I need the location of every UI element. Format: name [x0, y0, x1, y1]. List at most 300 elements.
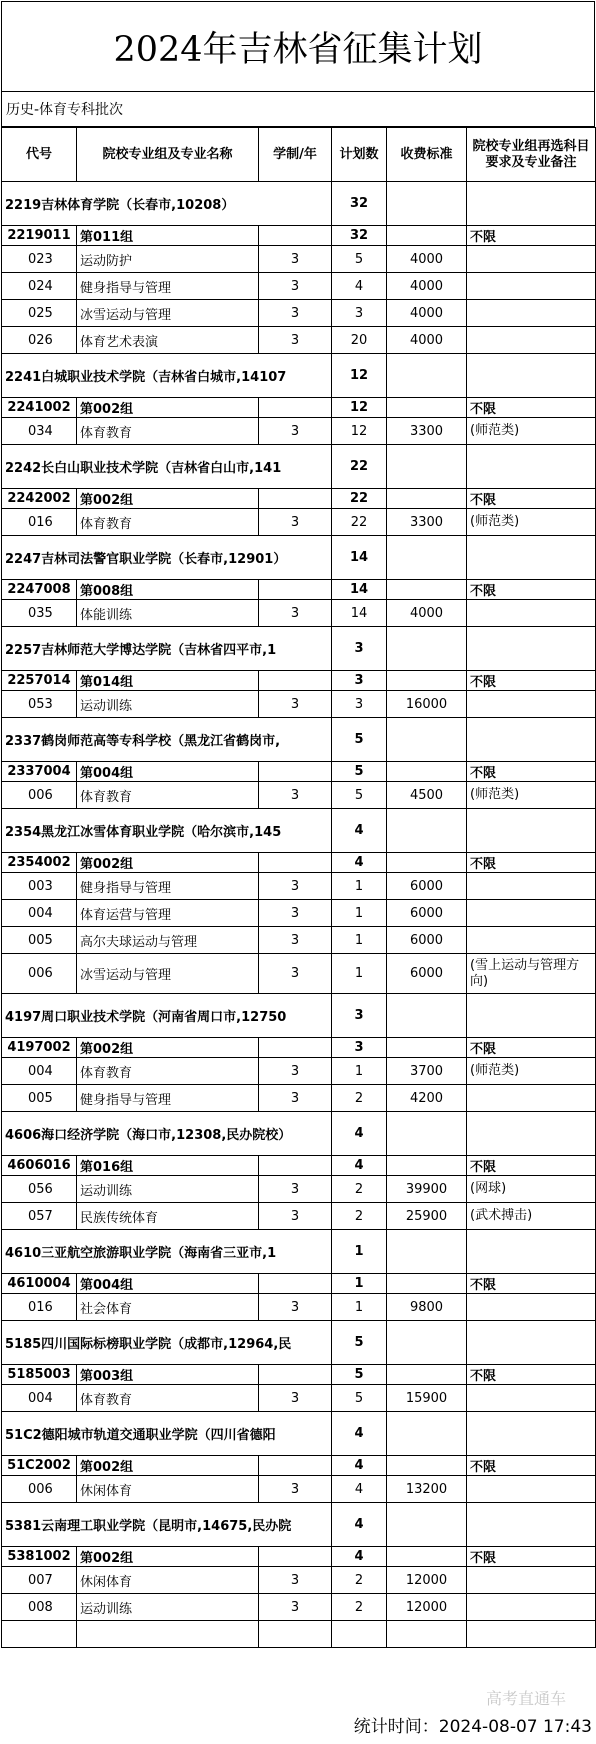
note-cell — [467, 994, 596, 1038]
school-row — [2, 1412, 596, 1456]
years-cell: 3 — [259, 300, 332, 327]
fee-cell: 4200 — [387, 1085, 467, 1112]
major-name-cell: 健身指导与管理 — [77, 873, 259, 900]
note-cell — [467, 627, 596, 671]
major-code-cell: 005 — [2, 927, 77, 954]
major-code-cell: 025 — [2, 300, 77, 327]
fee-cell — [387, 1038, 467, 1058]
plan-count-cell: 5 — [332, 1365, 387, 1385]
years-cell — [259, 1456, 332, 1476]
major-name-cell: 冰雪运动与管理 — [77, 954, 259, 994]
years-cell — [259, 489, 332, 509]
note-cell — [467, 900, 596, 927]
note-cell: (师范类) — [467, 418, 596, 445]
plan-count-cell: 1 — [332, 1230, 387, 1274]
note-cell — [467, 691, 596, 718]
note-cell — [467, 246, 596, 273]
group-code-cell: 4610004 — [2, 1274, 77, 1294]
note-cell: 不限 — [467, 671, 596, 691]
note-cell — [467, 327, 596, 354]
school-row — [2, 1321, 596, 1365]
major-code-cell: 007 — [2, 1567, 77, 1594]
school-name-cell: 2257吉林师范大学博达学院（吉林省四平市,1 — [2, 627, 332, 671]
plan-sheet — [1, 1, 595, 1648]
school-row — [2, 182, 596, 226]
plan-count-cell: 1 — [332, 1058, 387, 1085]
note-cell: 不限 — [467, 1547, 596, 1567]
plan-count-cell: 3 — [332, 691, 387, 718]
school-row — [2, 809, 596, 853]
group-code-cell: 2242002 — [2, 489, 77, 509]
years-cell: 3 — [259, 418, 332, 445]
school-row — [2, 354, 596, 398]
fee-cell — [387, 853, 467, 873]
note-cell — [467, 1412, 596, 1456]
note-cell: 不限 — [467, 762, 596, 782]
note-cell — [467, 1321, 596, 1365]
plan-count-cell: 4 — [332, 1112, 387, 1156]
note-cell: 不限 — [467, 398, 596, 418]
years-cell — [259, 398, 332, 418]
group-name-cell: 第004组 — [77, 762, 259, 782]
years-cell — [259, 671, 332, 691]
fee-cell — [387, 1547, 467, 1567]
school-row — [2, 1230, 596, 1274]
empty-cell — [2, 1621, 77, 1648]
years-cell: 3 — [259, 600, 332, 627]
major-code-cell: 056 — [2, 1176, 77, 1203]
watermark: 高考直通车 — [485, 1689, 566, 1708]
school-row — [2, 627, 596, 671]
fee-cell — [387, 762, 467, 782]
plan-count-cell: 5 — [332, 1385, 387, 1412]
fee-cell: 16000 — [387, 691, 467, 718]
major-name-cell: 运动训练 — [77, 691, 259, 718]
note-cell: (雪上运动与管理方向) — [467, 954, 596, 994]
note-cell: (师范类) — [467, 782, 596, 809]
group-row — [2, 1547, 596, 1567]
years-cell: 3 — [259, 927, 332, 954]
school-name-cell: 4606海口经济学院（海口市,12308,民办院校） — [2, 1112, 332, 1156]
group-name-cell: 第002组 — [77, 853, 259, 873]
years-cell: 3 — [259, 954, 332, 994]
major-name-cell: 体能训练 — [77, 600, 259, 627]
group-code-cell: 2247008 — [2, 580, 77, 600]
plan-count-cell: 1 — [332, 954, 387, 994]
plan-count-cell: 22 — [332, 445, 387, 489]
years-cell: 3 — [259, 1294, 332, 1321]
plan-count-cell: 4 — [332, 1547, 387, 1567]
group-code-cell: 51C2002 — [2, 1456, 77, 1476]
group-name-cell: 第002组 — [77, 398, 259, 418]
school-name-cell: 4610三亚航空旅游职业学院（海南省三亚市,1 — [2, 1230, 332, 1274]
years-cell: 3 — [259, 900, 332, 927]
note-cell: (师范类) — [467, 1058, 596, 1085]
fee-cell — [387, 536, 467, 580]
group-row — [2, 853, 596, 873]
group-code-cell: 2219011 — [2, 226, 77, 246]
note-cell: 不限 — [467, 489, 596, 509]
note-cell: 不限 — [467, 580, 596, 600]
fee-cell: 12000 — [387, 1567, 467, 1594]
years-cell: 3 — [259, 1567, 332, 1594]
major-row — [2, 300, 596, 327]
group-name-cell: 第008组 — [77, 580, 259, 600]
plan-count-cell: 4 — [332, 1476, 387, 1503]
fee-cell — [387, 627, 467, 671]
fee-cell: 15900 — [387, 1385, 467, 1412]
years-cell: 3 — [259, 273, 332, 300]
major-name-cell: 民族传统体育 — [77, 1203, 259, 1230]
major-name-cell: 体育教育 — [77, 1058, 259, 1085]
school-name-cell: 4197周口职业技术学院（河南省周口市,12750 — [2, 994, 332, 1038]
group-name-cell: 第016组 — [77, 1156, 259, 1176]
fee-cell — [387, 994, 467, 1038]
major-code-cell: 003 — [2, 873, 77, 900]
major-code-cell: 023 — [2, 246, 77, 273]
fee-cell — [387, 718, 467, 762]
group-row — [2, 1156, 596, 1176]
note-cell — [467, 182, 596, 226]
group-name-cell: 第004组 — [77, 1274, 259, 1294]
major-name-cell: 体育教育 — [77, 1385, 259, 1412]
major-name-cell: 健身指导与管理 — [77, 1085, 259, 1112]
school-row — [2, 536, 596, 580]
group-row — [2, 489, 596, 509]
plan-count-cell: 3 — [332, 300, 387, 327]
school-row — [2, 1112, 596, 1156]
major-code-cell: 035 — [2, 600, 77, 627]
note-cell — [467, 600, 596, 627]
table-header-row — [2, 128, 596, 182]
fee-cell: 6000 — [387, 954, 467, 994]
group-code-cell: 2354002 — [2, 853, 77, 873]
fee-cell — [387, 445, 467, 489]
fee-cell: 25900 — [387, 1203, 467, 1230]
years-cell: 3 — [259, 1476, 332, 1503]
fee-cell: 3300 — [387, 509, 467, 536]
fee-cell: 39900 — [387, 1176, 467, 1203]
fee-cell — [387, 1112, 467, 1156]
plan-count-cell: 2 — [332, 1594, 387, 1621]
empty-cell — [77, 1621, 259, 1648]
years-cell: 3 — [259, 1058, 332, 1085]
fee-cell: 3700 — [387, 1058, 467, 1085]
fee-cell — [387, 1365, 467, 1385]
fee-cell — [387, 1321, 467, 1365]
note-cell — [467, 927, 596, 954]
plan-count-cell: 22 — [332, 489, 387, 509]
school-name-cell: 2242长白山职业技术学院（吉林省白山市,141 — [2, 445, 332, 489]
years-cell: 3 — [259, 246, 332, 273]
fee-cell — [387, 1503, 467, 1547]
plan-count-cell: 2 — [332, 1085, 387, 1112]
plan-count-cell: 1 — [332, 900, 387, 927]
major-name-cell: 体育教育 — [77, 509, 259, 536]
school-name-cell: 2241白城职业技术学院（吉林省白城市,14107 — [2, 354, 332, 398]
group-code-cell: 5185003 — [2, 1365, 77, 1385]
group-name-cell: 第002组 — [77, 1456, 259, 1476]
years-cell — [259, 580, 332, 600]
fee-cell: 4000 — [387, 273, 467, 300]
column-header-name: 院校专业组及专业名称 — [77, 128, 259, 182]
fee-cell — [387, 354, 467, 398]
group-code-cell: 5381002 — [2, 1547, 77, 1567]
fee-cell — [387, 809, 467, 853]
group-name-cell: 第002组 — [77, 1038, 259, 1058]
plan-count-cell: 3 — [332, 627, 387, 671]
major-row — [2, 273, 596, 300]
major-code-cell: 016 — [2, 1294, 77, 1321]
plan-count-cell: 5 — [332, 1321, 387, 1365]
major-row — [2, 954, 596, 994]
plan-count-cell: 14 — [332, 600, 387, 627]
note-cell — [467, 1594, 596, 1621]
plan-count-cell: 4 — [332, 1412, 387, 1456]
plan-count-cell: 3 — [332, 671, 387, 691]
note-cell — [467, 873, 596, 900]
fee-cell: 9800 — [387, 1294, 467, 1321]
years-cell: 3 — [259, 1385, 332, 1412]
note-cell — [467, 1503, 596, 1547]
major-name-cell: 运动训练 — [77, 1594, 259, 1621]
years-cell — [259, 1038, 332, 1058]
plan-count-cell: 22 — [332, 509, 387, 536]
fee-cell — [387, 398, 467, 418]
group-name-cell: 第003组 — [77, 1365, 259, 1385]
plan-count-cell: 3 — [332, 994, 387, 1038]
fee-cell: 4500 — [387, 782, 467, 809]
major-code-cell: 004 — [2, 900, 77, 927]
school-name-cell: 2354黑龙江冰雪体育职业学院（哈尔滨市,145 — [2, 809, 332, 853]
note-cell — [467, 1476, 596, 1503]
years-cell — [259, 762, 332, 782]
note-cell: 不限 — [467, 226, 596, 246]
years-cell: 3 — [259, 1085, 332, 1112]
plan-count-cell: 4 — [332, 1503, 387, 1547]
fee-cell: 13200 — [387, 1476, 467, 1503]
years-cell: 3 — [259, 691, 332, 718]
major-name-cell: 休闲体育 — [77, 1476, 259, 1503]
major-code-cell: 006 — [2, 1476, 77, 1503]
years-cell: 3 — [259, 327, 332, 354]
plan-count-cell: 32 — [332, 226, 387, 246]
column-header-note: 院校专业组再选科目要求及专业备注 — [467, 128, 596, 182]
major-code-cell: 004 — [2, 1385, 77, 1412]
school-row — [2, 994, 596, 1038]
group-code-cell: 4606016 — [2, 1156, 77, 1176]
major-name-cell: 高尔夫球运动与管理 — [77, 927, 259, 954]
school-row — [2, 445, 596, 489]
major-row — [2, 246, 596, 273]
note-cell — [467, 809, 596, 853]
column-header-plan: 计划数 — [332, 128, 387, 182]
years-cell: 3 — [259, 782, 332, 809]
note-cell — [467, 300, 596, 327]
plan-count-cell: 4 — [332, 273, 387, 300]
group-row — [2, 226, 596, 246]
group-name-cell: 第002组 — [77, 1547, 259, 1567]
empty-cell — [332, 1621, 387, 1648]
major-row — [2, 1567, 596, 1594]
major-code-cell: 006 — [2, 954, 77, 994]
school-name-cell: 2337鹤岗师范高等专科学校（黑龙江省鹤岗市, — [2, 718, 332, 762]
major-row — [2, 600, 596, 627]
note-cell: 不限 — [467, 1365, 596, 1385]
fee-cell — [387, 226, 467, 246]
empty-cell — [259, 1621, 332, 1648]
fee-cell: 12000 — [387, 1594, 467, 1621]
fee-cell — [387, 671, 467, 691]
major-code-cell: 026 — [2, 327, 77, 354]
plan-count-cell: 1 — [332, 1274, 387, 1294]
major-row — [2, 327, 596, 354]
major-row — [2, 1594, 596, 1621]
plan-count-cell: 1 — [332, 927, 387, 954]
major-name-cell: 冰雪运动与管理 — [77, 300, 259, 327]
plan-count-cell: 1 — [332, 1294, 387, 1321]
years-cell: 3 — [259, 873, 332, 900]
years-cell — [259, 1156, 332, 1176]
group-row — [2, 580, 596, 600]
note-cell — [467, 718, 596, 762]
fee-cell: 4000 — [387, 327, 467, 354]
group-row — [2, 398, 596, 418]
major-name-cell: 休闲体育 — [77, 1567, 259, 1594]
plan-count-cell: 4 — [332, 1456, 387, 1476]
note-cell — [467, 445, 596, 489]
group-row — [2, 671, 596, 691]
major-row — [2, 1385, 596, 1412]
major-name-cell: 运动训练 — [77, 1176, 259, 1203]
note-cell — [467, 1230, 596, 1274]
fee-cell — [387, 1412, 467, 1456]
years-cell: 3 — [259, 1594, 332, 1621]
major-row — [2, 873, 596, 900]
fee-cell: 4000 — [387, 300, 467, 327]
note-cell: 不限 — [467, 1156, 596, 1176]
school-name-cell: 2247吉林司法警官职业学院（长春市,12901） — [2, 536, 332, 580]
plan-count-cell: 14 — [332, 536, 387, 580]
group-name-cell: 第002组 — [77, 489, 259, 509]
note-cell: 不限 — [467, 853, 596, 873]
major-row — [2, 1294, 596, 1321]
major-row — [2, 1085, 596, 1112]
note-cell: (武术搏击) — [467, 1203, 596, 1230]
major-name-cell: 体育教育 — [77, 782, 259, 809]
years-cell: 3 — [259, 1176, 332, 1203]
major-code-cell: 057 — [2, 1203, 77, 1230]
major-code-cell: 016 — [2, 509, 77, 536]
major-row — [2, 1476, 596, 1503]
major-name-cell: 体育艺术表演 — [77, 327, 259, 354]
plan-count-cell: 5 — [332, 762, 387, 782]
group-code-cell: 2241002 — [2, 398, 77, 418]
column-header-fee: 收费标准 — [387, 128, 467, 182]
school-name-cell: 51C2德阳城市轨道交通职业学院（四川省德阳 — [2, 1412, 332, 1456]
plan-count-cell: 12 — [332, 354, 387, 398]
note-cell: 不限 — [467, 1038, 596, 1058]
fee-cell — [387, 489, 467, 509]
plan-count-cell: 2 — [332, 1203, 387, 1230]
major-name-cell: 体育教育 — [77, 418, 259, 445]
major-row — [2, 691, 596, 718]
column-header-years: 学制/年 — [259, 128, 332, 182]
years-cell — [259, 853, 332, 873]
major-name-cell: 体育运营与管理 — [77, 900, 259, 927]
plan-count-cell: 12 — [332, 418, 387, 445]
major-name-cell: 健身指导与管理 — [77, 273, 259, 300]
major-name-cell: 社会体育 — [77, 1294, 259, 1321]
plan-count-cell: 20 — [332, 327, 387, 354]
plan-count-cell: 32 — [332, 182, 387, 226]
school-row — [2, 1503, 596, 1547]
plan-count-cell: 4 — [332, 1156, 387, 1176]
major-row — [2, 1176, 596, 1203]
fee-cell — [387, 1230, 467, 1274]
school-name-cell: 2219吉林体育学院（长春市,10208） — [2, 182, 332, 226]
plan-count-cell: 12 — [332, 398, 387, 418]
note-cell — [467, 273, 596, 300]
plan-count-cell: 3 — [332, 1038, 387, 1058]
plan-count-cell: 5 — [332, 246, 387, 273]
note-cell — [467, 1294, 596, 1321]
major-code-cell: 024 — [2, 273, 77, 300]
fee-cell — [387, 1156, 467, 1176]
note-cell — [467, 354, 596, 398]
fee-cell — [387, 1274, 467, 1294]
note-cell — [467, 1385, 596, 1412]
note-cell: (网球) — [467, 1176, 596, 1203]
years-cell — [259, 1365, 332, 1385]
note-cell: 不限 — [467, 1274, 596, 1294]
note-cell — [467, 1085, 596, 1112]
fee-cell: 6000 — [387, 873, 467, 900]
major-row — [2, 418, 596, 445]
column-header-code: 代号 — [2, 128, 77, 182]
major-code-cell: 005 — [2, 1085, 77, 1112]
group-row — [2, 1365, 596, 1385]
major-row — [2, 509, 596, 536]
major-row — [2, 900, 596, 927]
years-cell — [259, 1547, 332, 1567]
plan-count-cell: 5 — [332, 782, 387, 809]
group-name-cell: 第011组 — [77, 226, 259, 246]
note-cell: 不限 — [467, 1456, 596, 1476]
school-name-cell: 5381云南理工职业学院（昆明市,14675,民办院 — [2, 1503, 332, 1547]
major-code-cell: 034 — [2, 418, 77, 445]
statistics-time: 统计时间：2024-08-07 17:43 — [353, 1717, 592, 1737]
group-row — [2, 1274, 596, 1294]
group-code-cell: 2337004 — [2, 762, 77, 782]
group-name-cell: 第014组 — [77, 671, 259, 691]
plan-count-cell: 1 — [332, 873, 387, 900]
major-name-cell: 运动防护 — [77, 246, 259, 273]
note-cell — [467, 1112, 596, 1156]
major-row — [2, 1203, 596, 1230]
major-code-cell: 006 — [2, 782, 77, 809]
empty-cell — [387, 1621, 467, 1648]
major-row — [2, 782, 596, 809]
school-name-cell: 5185四川国际标榜职业学院（成都市,12964,民 — [2, 1321, 332, 1365]
plan-count-cell: 14 — [332, 580, 387, 600]
batch-label: 历史-体育专科批次 — [1, 91, 595, 127]
fee-cell: 4000 — [387, 600, 467, 627]
note-cell: (师范类) — [467, 509, 596, 536]
plan-count-cell: 5 — [332, 718, 387, 762]
fee-cell — [387, 580, 467, 600]
major-row — [2, 1058, 596, 1085]
